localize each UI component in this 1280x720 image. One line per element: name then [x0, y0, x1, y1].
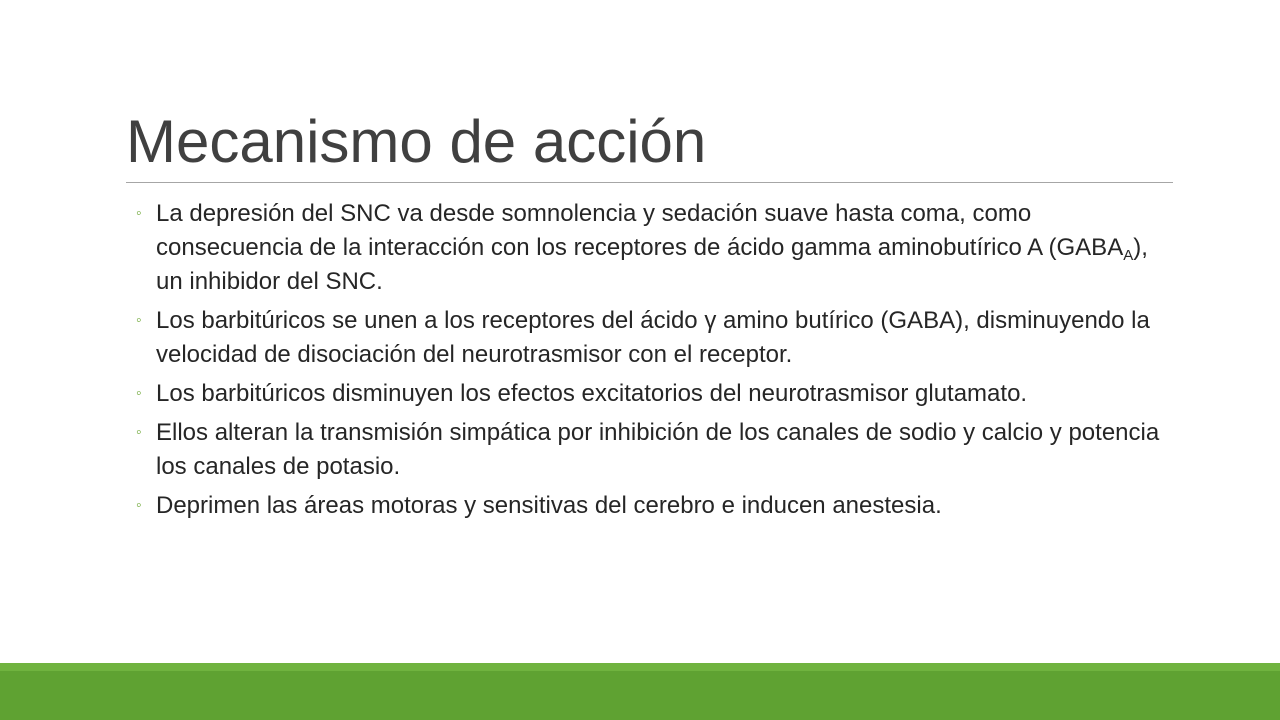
title-divider — [126, 182, 1173, 183]
footer-band — [0, 671, 1280, 720]
bullet-text-5: Deprimen las áreas motoras y sensitivas del cerebro e inducen anestesia. — [156, 492, 942, 519]
bullet-item-1 — [136, 197, 1176, 299]
bullet-marker-icon: ◦ — [136, 424, 142, 441]
slide-title: Mecanismo de acción — [126, 108, 707, 175]
bullet-text-4: Ellos alteran la transmisión simpática por inhibición de los canales de sodio y calcio y potencia los canales de potasio. — [156, 419, 1160, 480]
bullet-text-1-tail: ), un inhibidor del SNC. — [156, 234, 1148, 295]
bullet-item-3 — [136, 377, 1176, 411]
bullet-item-2 — [136, 304, 1176, 372]
footer-accent-stripe — [0, 663, 1280, 671]
bullet-text-1-main: La depresión del SNC va desde somnolencia y sedación suave hasta coma, como consecuencia de la interacción con los receptores de ácido gamma aminobutírico A (GABA — [156, 200, 1124, 261]
bullet-marker-icon: ◦ — [136, 385, 142, 402]
bullet-item-5 — [136, 489, 1176, 523]
bullet-text-3: Los barbitúricos disminuyen los efectos excitatorios del neurotrasmisor glutamato. — [156, 380, 1028, 407]
bullet-item-4 — [136, 416, 1176, 484]
bullet-text-1 — [156, 200, 1148, 295]
bullet-text-2: Los barbitúricos se unen a los receptores del ácido γ amino butírico (GABA), disminuyendo la velocidad de disociación del neurotrasmisor con el receptor. — [156, 307, 1150, 368]
bullet-marker-icon: ◦ — [136, 497, 142, 514]
bullet-marker-icon: ◦ — [136, 312, 142, 329]
gaba-subscript: A — [1123, 247, 1134, 264]
bullet-marker-icon: ◦ — [136, 205, 142, 222]
bullet-list — [136, 197, 1176, 528]
